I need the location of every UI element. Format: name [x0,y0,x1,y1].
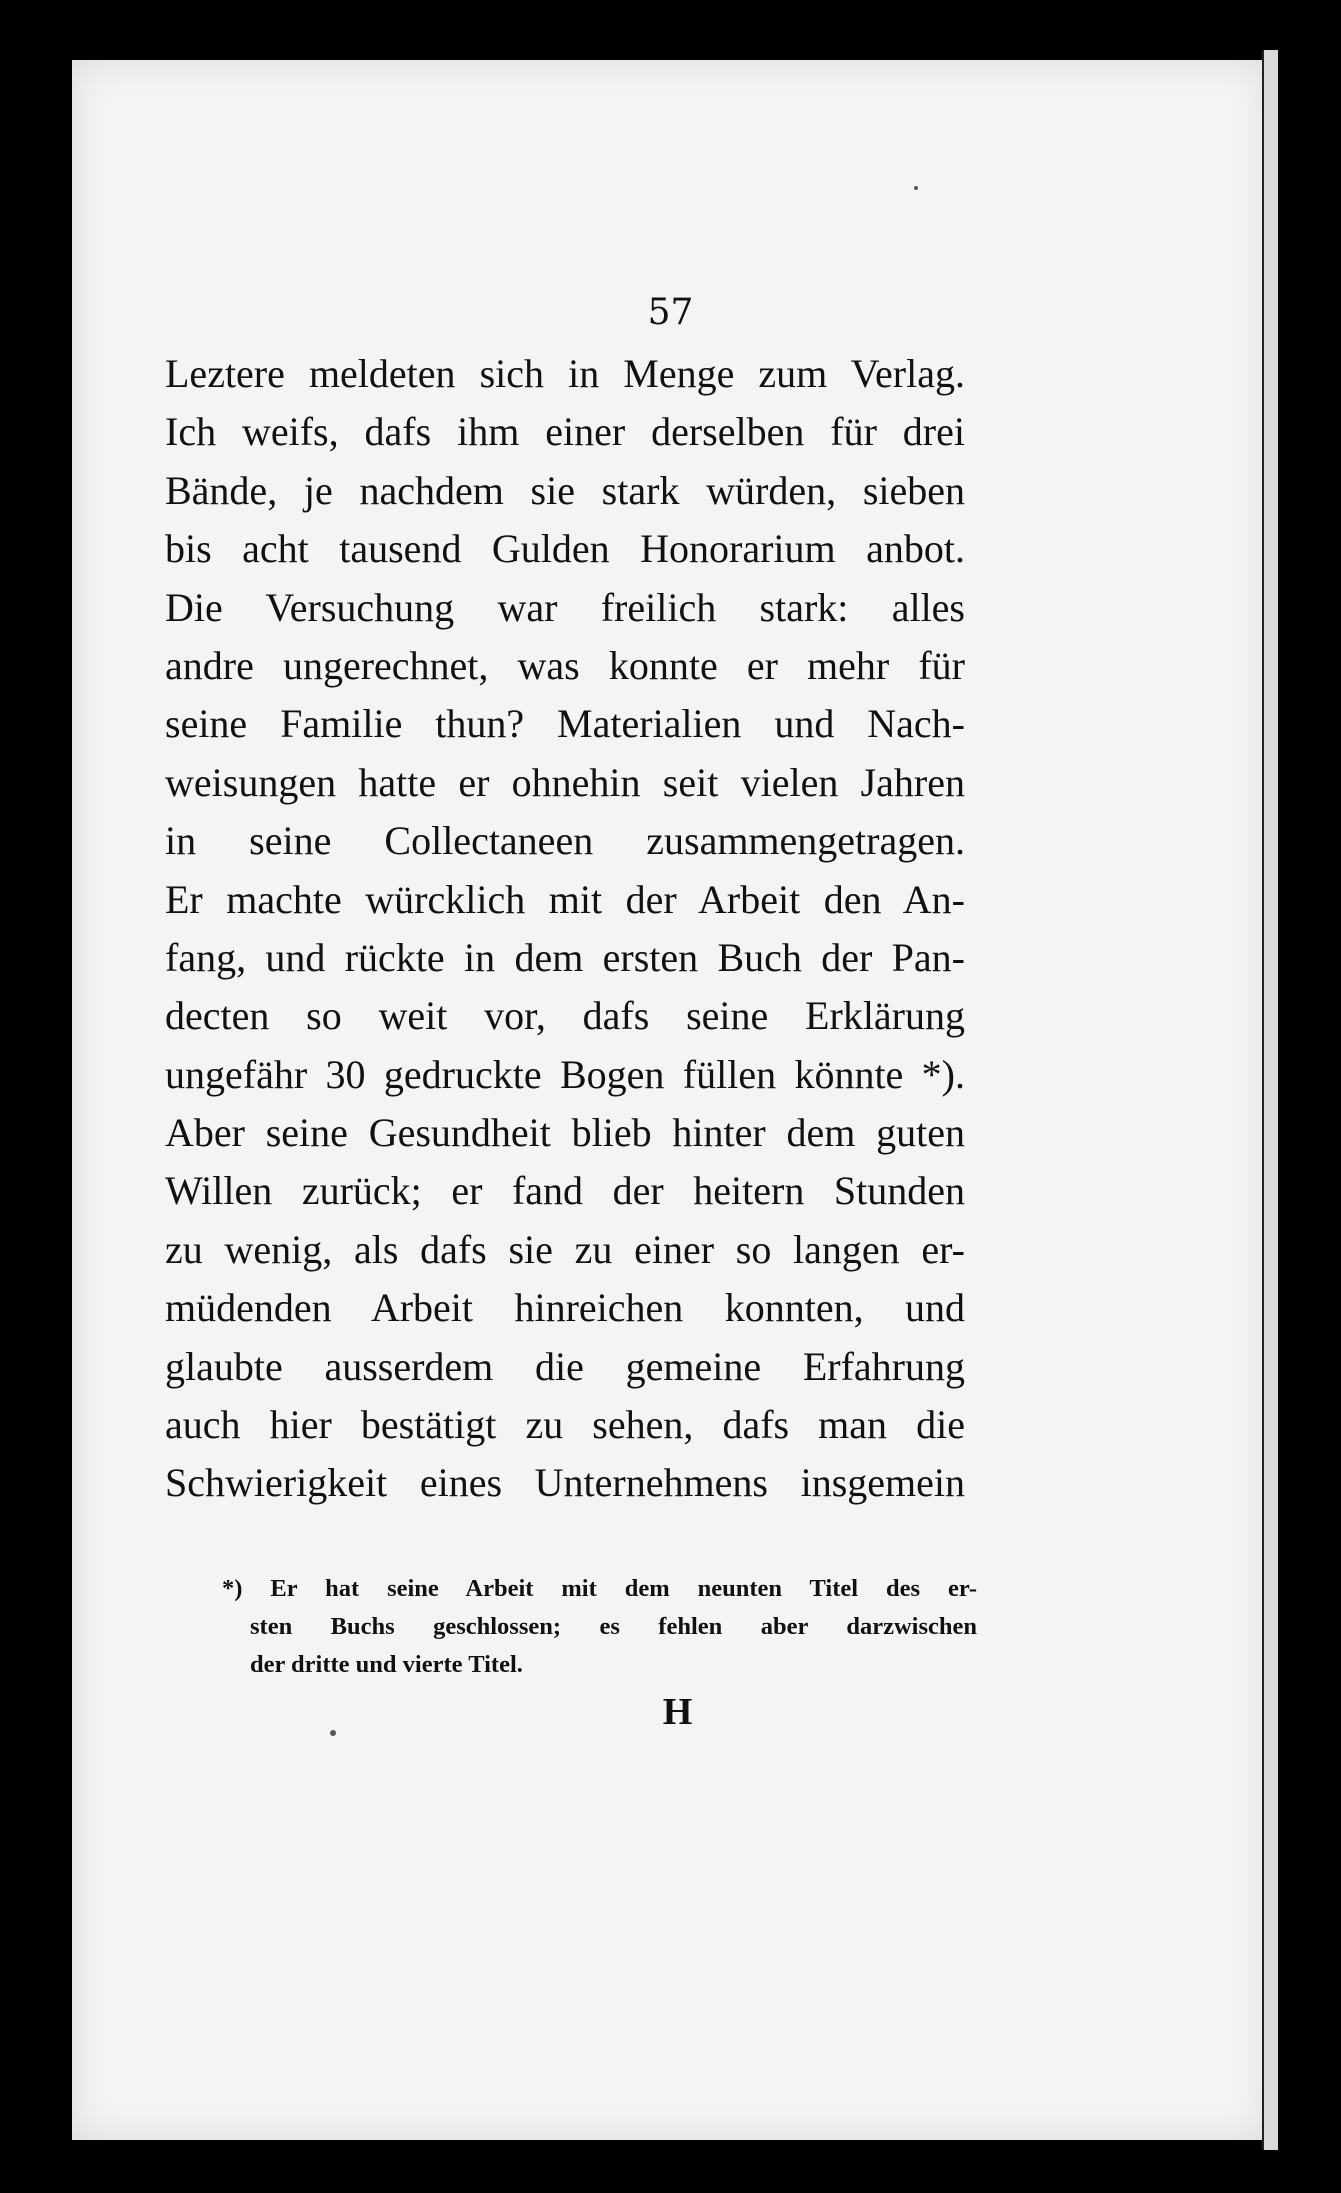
body-text [165,345,965,1513]
ink-speck [914,186,918,190]
footnote-line: sten Buchs geschlossen; es fehlen aber darzwischen [250,1613,977,1640]
text-line: müdenden Arbeit hinreichen konnten, und [165,1285,965,1331]
text-line: seine Familie thun? Materialien und Nach- [165,701,965,747]
footnote-line: der dritte und vierte Titel. [250,1651,523,1678]
text-line: Ich weifs, dafs ihm einer derselben für drei [165,409,965,455]
text-line: Die Versuchung war freilich stark: alles [165,584,965,630]
text-line: andre ungerechnet, was konnte er mehr für [165,642,965,688]
text-line: zu wenig, als dafs sie zu einer so langen er- [165,1226,965,1272]
text-line: Aber seine Gesundheit blieb hinter dem guten [165,1110,965,1156]
text-line: ungefähr 30 gedruckte Bogen füllen könnte *). [165,1051,965,1097]
ink-speck [330,1730,336,1736]
text-line: fang, und rückte in dem ersten Buch der Pan- [165,934,965,980]
text-line: weisungen hatte er ohnehin seit vielen Jahren [165,759,965,805]
signature-mark: H [662,1691,693,1733]
text-line: Leztere meldeten sich in Menge zum Verlag. [165,351,965,396]
text-line: Bände, je nachdem sie stark würden, sieben [165,467,965,513]
footnote [222,1570,977,1684]
text-line: glaubte ausserdem die gemeine Erfahrung [165,1343,965,1389]
text-line: Er machte würcklich mit der Arbeit den An- [165,876,965,922]
text-line: Willen zurück; er fand der heitern Stunden [165,1168,965,1214]
text-line: bis acht tausend Gulden Honorarium anbot. [165,526,965,572]
text-line: Schwierigkeit eines Unternehmens insgemein [165,1460,965,1506]
page-number: 57 [647,292,694,333]
page-edge [1262,50,1278,2150]
text-line: in seine Collectaneen zusammengetragen. [165,818,965,864]
text-line: decten so weit vor, dafs seine Erklärung [165,993,965,1039]
text-line: auch hier bestätigt zu sehen, dafs man die [165,1402,965,1448]
footnote-line: *) Er hat seine Arbeit mit dem neunten Titel des er- [222,1575,977,1602]
